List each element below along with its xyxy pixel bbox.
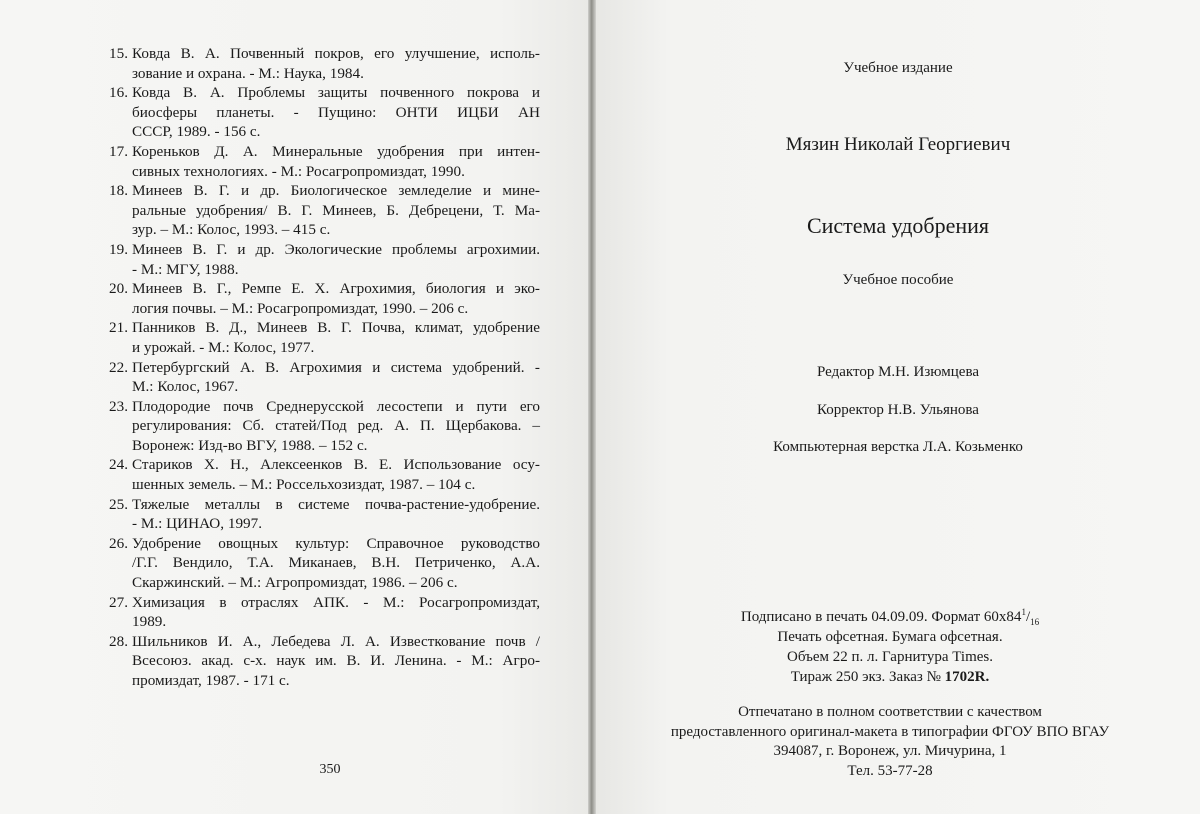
reference-item (104, 181, 540, 240)
reference-number: 26. (109, 534, 128, 552)
layout-credit: Компьютерная верстка Л.А. Козьменко (773, 439, 1023, 455)
reference-line: Ковда В. А. Почвенный покров, его улучшение, исполь- (132, 45, 540, 62)
printer-info (620, 703, 1160, 781)
reference-line: Минеев В. Г. и др. Биологическое земледелие и мине- (132, 182, 540, 200)
reference-number: 18. (109, 182, 128, 200)
reference-line: Удобрение овощных культур: Справочное руководство (132, 534, 540, 552)
reference-line: 1989. (132, 613, 167, 631)
reference-item (104, 593, 540, 632)
proofreader-credit: Корректор Н.В. Ульянова (817, 402, 979, 418)
reference-line: Ковда В. А. Проблемы защиты почвенного покрова и (132, 84, 540, 102)
book-subtitle: Учебное пособие (842, 272, 954, 288)
reference-number: 15. (109, 45, 128, 62)
reference-line: Минеев В. Г. и др. Экологические проблемы агрохимии. (132, 240, 540, 258)
reference-line: Скаржинский. – М.: Агропромиздат, 1986. – 206 с. (132, 574, 458, 592)
bibliography-list (104, 44, 540, 691)
reference-item (104, 318, 540, 357)
reference-line: Петербургский А. В. Агрохимия и система удобрений. - (132, 358, 540, 376)
reference-number: 21. (109, 319, 128, 337)
reference-number: 16. (109, 84, 128, 102)
edition-type: Учебное издание (843, 60, 953, 76)
reference-item (104, 142, 540, 181)
reference-line: Минеев В. Г., Ремпе Е. Х. Агрохимия, биология и эко- (132, 280, 540, 298)
reference-number: 24. (109, 456, 128, 474)
reference-item (104, 279, 540, 318)
reference-line: и урожай. - М.: Колос, 1977. (132, 338, 315, 356)
reference-line: Шильников И. А., Лебедева Л. А. Известкование почв / (132, 632, 540, 650)
reference-line: Плодородие почв Среднерусской лесостепи и пути его (132, 397, 540, 415)
reference-line: Тяжелые металлы в системе почва-растение-удобрение. (132, 495, 540, 513)
reference-line: Воронеж: Изд-во ВГУ, 1988. – 152 с. (132, 436, 368, 454)
reference-line: СССР, 1989. - 156 с. (132, 123, 261, 141)
printer-address: 394087, г. Воронеж, ул. Мичурина, 1 (773, 743, 1007, 759)
reference-line: - М.: ЦИНАО, 1997. (132, 515, 263, 533)
reference-line: сивных технологиях. - М.: Росагропромиздат, 1990. (132, 162, 465, 180)
print-method-line: Печать офсетная. Бумага офсетная. (777, 629, 1003, 645)
reference-item (104, 455, 540, 494)
reference-line: Панников В. Д., Минеев В. Г. Почва, климат, удобрение (132, 319, 540, 337)
reference-line: Стариков Х. Н., Алексеенков В. Е. Использование осу- (132, 456, 540, 474)
reference-number: 28. (109, 632, 128, 650)
print-signed-line: Подписано в печать 04.09.09. Формат $60x84^1/_{16}$ (740, 607, 1040, 627)
author-name: Мязин Николай Георгиевич (785, 134, 1011, 155)
reference-line: Кореньков Д. А. Минеральные удобрения при интен- (132, 142, 540, 160)
reference-line: зур. – М.: Колос, 1993. – 415 с. (132, 221, 331, 239)
reference-number: 17. (109, 142, 128, 160)
reference-line: - М.: МГУ, 1988. (132, 260, 239, 278)
reference-item (104, 495, 540, 534)
reference-line: Всесоюз. акад. с-х. наук им. В. И. Ленина. - М.: Агро- (132, 652, 540, 670)
print-info (640, 607, 1140, 687)
reference-line: Химизация в отраслях АПК. - М.: Росагропромиздат, (132, 593, 540, 611)
reference-item (104, 44, 540, 83)
printer-phone: Тел. 53-77-28 (847, 762, 933, 779)
printer-line-2: предоставленного оригинал-макета в типографии ФГОУ ВПО ВГАУ (670, 723, 1110, 740)
reference-line: /Г.Г. Вендило, Т.А. Миканаев, В.Н. Петриченко, А.А. (132, 554, 540, 572)
editor-credit: Редактор М.Н. Изюмцева (817, 364, 979, 380)
reference-item (104, 83, 540, 142)
reference-line: М.: Колос, 1967. (132, 378, 239, 396)
reference-item (104, 397, 540, 456)
reference-line: логия почвы. – М.: Росагропромиздат, 1990. – 206 с. (132, 299, 469, 317)
reference-line: промиздат, 1987. - 171 с. (132, 672, 290, 689)
reference-item (104, 240, 540, 279)
reference-number: 20. (109, 280, 128, 298)
reference-number: 22. (109, 358, 128, 376)
print-volume-line: Объем 22 п. л. Гарнитура Times. (786, 649, 993, 665)
book-gutter (588, 0, 596, 814)
reference-item (104, 534, 540, 593)
printer-line-1: Отпечатано в полном соответствии с качеством (738, 704, 1042, 720)
reference-line: шенных земель. – М.: Россельхозиздат, 1987. – 104 с. (132, 476, 476, 494)
reference-line: ральные удобрения/ В. Г. Минеев, Б. Дебрецени, Т. Ма- (132, 201, 540, 219)
reference-number: 23. (109, 397, 128, 415)
reference-item (104, 632, 540, 691)
order-number: 1702R. (944, 669, 990, 685)
reference-number: 19. (109, 240, 128, 258)
reference-number: 25. (109, 495, 128, 513)
reference-line: регулирования: Сб. статей/Под ред. А. П. Щербакова. – (132, 417, 540, 435)
print-run-line: Тираж 250 экз. Заказ № 1702R. (790, 669, 990, 685)
reference-item (104, 358, 540, 397)
book-title: Система удобрения (806, 213, 990, 238)
reference-line: биосферы планеты. - Пущино: ОНТИ ИЦБИ АН (132, 103, 540, 121)
reference-number: 27. (109, 593, 128, 611)
page-number: 350 (319, 762, 341, 777)
reference-line: зование и охрана. - М.: Наука, 1984. (132, 64, 364, 82)
